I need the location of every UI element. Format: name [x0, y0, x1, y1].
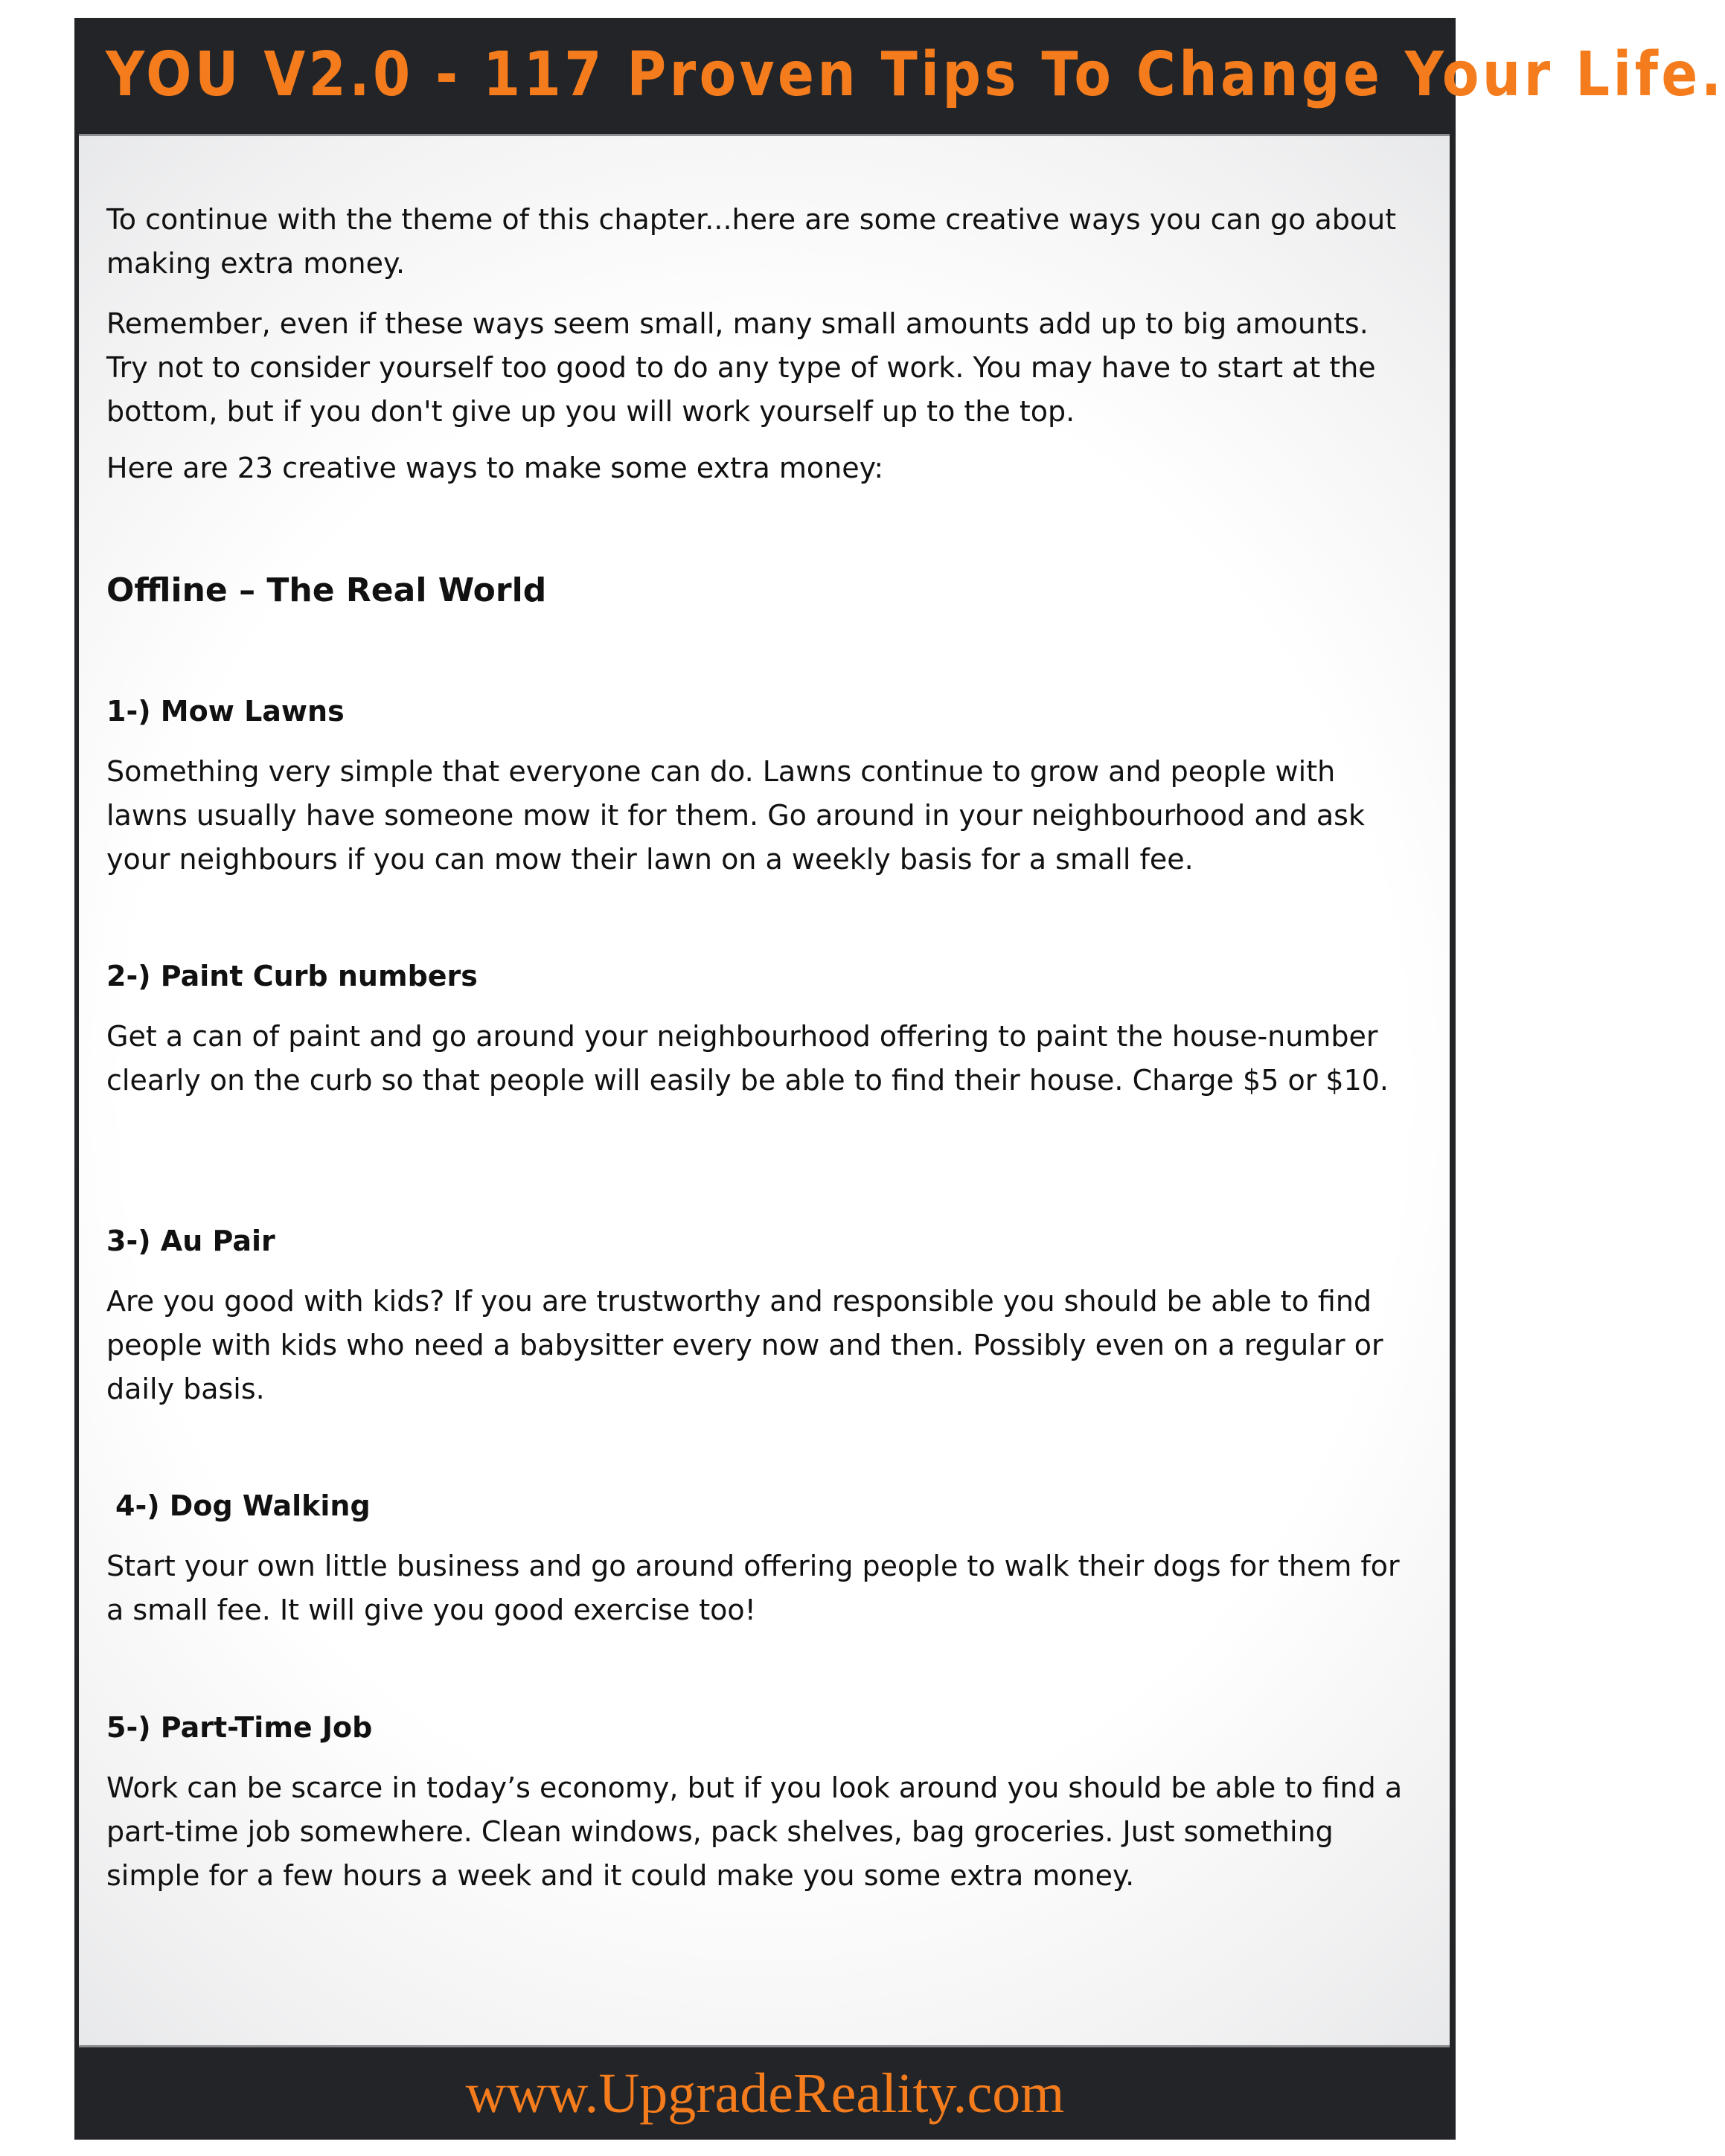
- tip-body: [106, 750, 1416, 882]
- tip-title: 4-) Dog Walking: [115, 1489, 371, 1522]
- intro-text-1: To continue with the theme of this chapter...here are some creative ways you can go about making extra money.: [106, 203, 1397, 280]
- tip-text: Are you good with kids? If you are trustworthy and responsible you should be able to find people with kids who need a babysitter every now and then. Possibly even on a regular or daily basis.: [106, 1285, 1383, 1405]
- tip-body: [106, 1766, 1416, 1898]
- tip-text: Something very simple that everyone can do. Lawns continue to grow and people with lawns usually have someone mow it for them. Go around in your neighbourhood and ask your neighbours if you can mow their lawn on a weekly basis for a small fee.: [106, 755, 1365, 876]
- section-heading: Offline – The Real World: [106, 571, 547, 609]
- tip-title: 2-) Paint Curb numbers: [106, 960, 478, 992]
- tip-title: 1-) Mow Lawns: [106, 695, 345, 728]
- intro-text-2: Remember, even if these ways seem small, many small amounts add up to big amounts. Try not to consider yourself too good to do any type of work. You may have to start at the bottom, but if you don't give up you will work yourself up to the top.: [106, 307, 1376, 428]
- tip-body: [106, 1544, 1416, 1632]
- tip-text: Work can be scarce in today’s economy, but if you look around you should be able to find a part-time job somewhere. Clean windows, pack shelves, bag groceries. Just something simple for a few hours a week and it could make you some extra money.: [106, 1771, 1403, 1892]
- tip-title: 3-) Au Pair: [106, 1225, 275, 1257]
- tip-body: [106, 1280, 1416, 1411]
- intro-paragraph-3: [106, 446, 1416, 490]
- tip-body: [106, 1015, 1416, 1103]
- tip-title: 5-) Part-Time Job: [106, 1711, 373, 1744]
- footer-url: www.UpgradeReality.com: [465, 2062, 1065, 2125]
- tip-text: Start your own little business and go around offering people to walk their dogs for them for a small fee. It will give you good exercise too!: [106, 1550, 1400, 1626]
- tip-text: Get a can of paint and go around your neighbourhood offering to paint the house-number clearly on the curb so that people will easily be able to find their house. Charge $5 or $10.: [106, 1020, 1389, 1097]
- intro-paragraph-1: [106, 198, 1416, 286]
- page-title: YOU V2.0 - 117 Proven Tips To Change Your Life.: [106, 39, 1725, 110]
- header-banner: [74, 18, 1725, 134]
- intro-paragraph-2: [106, 302, 1416, 434]
- intro-text-3: Here are 23 creative ways to make some extra money:: [106, 452, 884, 484]
- footer-banner: [74, 2047, 1456, 2140]
